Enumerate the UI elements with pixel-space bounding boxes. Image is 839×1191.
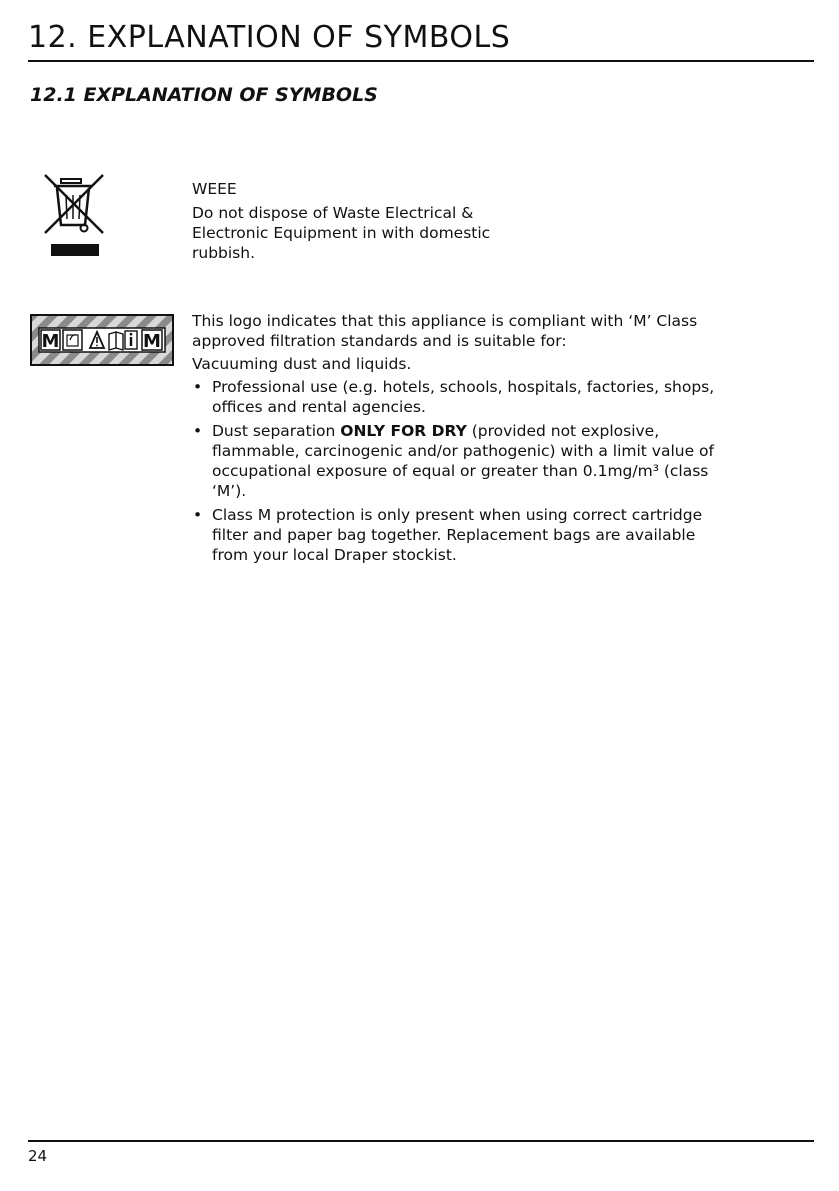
bullet-text-suffix: (provided not explosive, flammable, carcinogenic and/or pathogenic) with a limit value of occupational exposure of equal or greater than 0.1mg/m³ (class ‘M’). (212, 422, 714, 500)
svg-text:M: M (143, 331, 161, 352)
bullet-icon: • (193, 422, 203, 440)
crossed-out-wheelie-bin-icon (42, 173, 106, 261)
page-title: 12. EXPLANATION OF SYMBOLS (28, 20, 511, 55)
list-item (192, 377, 722, 417)
title-divider (28, 60, 814, 62)
weee-description (192, 179, 522, 267)
bullet-icon: • (193, 506, 203, 524)
list-item (192, 505, 722, 565)
footer-divider (28, 1140, 814, 1142)
page-number: 24 (28, 1147, 48, 1165)
bullet-text-prefix: Dust separation (212, 422, 341, 440)
m-class-subtitle: Vacuuming dust and liquids. (192, 355, 412, 373)
list-item (192, 421, 722, 501)
bullet-icon: • (193, 378, 203, 396)
svg-text:M: M (41, 331, 60, 352)
bullet-text-emphasis: ONLY FOR DRY (340, 422, 467, 440)
m-class-description (192, 311, 722, 569)
bullet-text: Professional use (e.g. hotels, schools, hospitals, factories, shops, offices and rental agencies. (212, 378, 715, 416)
m-class-intro: This logo indicates that this appliance is compliant with ‘M’ Class approved filtration standards and is suitable for: (192, 312, 698, 350)
section-heading: 12.1 EXPLANATION OF SYMBOLS (30, 84, 378, 106)
weee-title: WEEE (192, 180, 237, 198)
m-class-logo-icon (30, 314, 174, 366)
bullet-text: Class M protection is only present when using correct cartridge filter and paper bag together. Replacement bags are available from your local Draper stockist. (212, 506, 703, 564)
m-class-bullet-list (192, 377, 722, 565)
weee-text: Do not dispose of Waste Electrical & Electronic Equipment in with domestic rubbish. (192, 204, 491, 262)
